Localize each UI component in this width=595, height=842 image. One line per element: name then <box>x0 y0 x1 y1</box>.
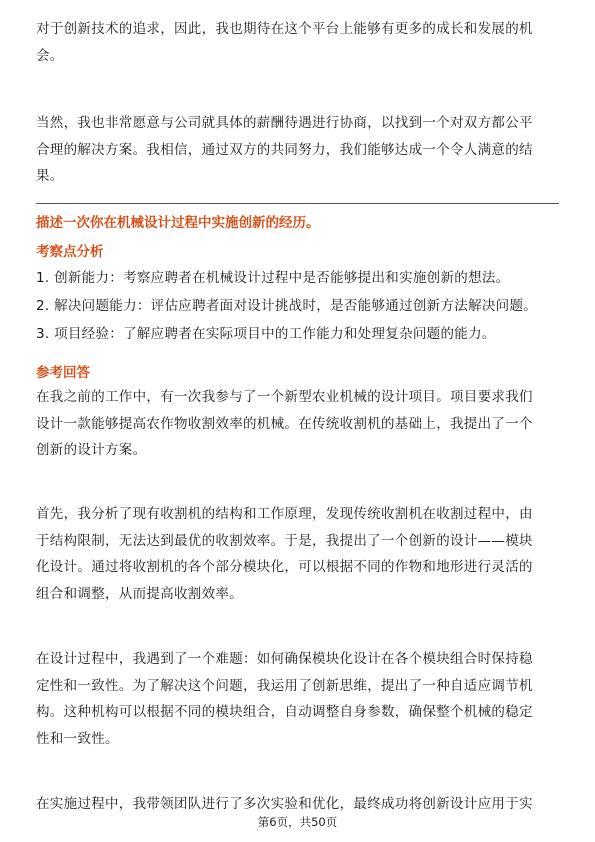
section-divider <box>36 203 559 204</box>
question-title: 描述一次你在机械设计过程中实施创新的经历。 <box>36 215 320 231</box>
answer-paragraph-4: 在实施过程中，我带领团队进行了多次实验和优化，最终成功将创新设计应用于实 <box>36 796 533 812</box>
answer-paragraph-2: 首先，我分析了现有收割机的结构和工作原理，发现传统收割机在收割过程中，由 于结构限制，无法达到最优的收割效率。于是，我提出了一个创新的设计——模块 化设计。通过将收割机的各个部分模块化，可以根据不同的作物和地形进行灵活的 组合和调整，从而提高收割效率。 <box>36 506 533 602</box>
intro-paragraph-2: 当然，我也非常愿意与公司就具体的薪酬待遇进行协商，以找到一个对双方都公平 合理的解决方案。我相信，通过双方的共同努力，我们能够达成一个令人满意的结 果。 <box>36 115 533 184</box>
answer-paragraph-1: 在我之前的工作中，有一次我参与了一个新型农业机械的设计项目。项目要求我们 设计一款能够提高农作物收割效率的机械。在传统收割机的基础上，我提出了一个 创新的设计方案。 <box>36 389 533 458</box>
analysis-item-2: 2. 解决问题能力：评估应聘者面对设计挑战时，是否能够通过创新方法解决问题。 <box>36 298 538 314</box>
intro-paragraph-1: 对于创新技术的追求，因此，我也期待在这个平台上能够有更多的成长和发展的机 会。 <box>36 21 533 64</box>
page-number: 第6页，共50页 <box>257 815 338 829</box>
analysis-heading: 考察点分析 <box>36 244 104 260</box>
analysis-item-3: 3. 项目经验：了解应聘者在实际项目中的工作能力和处理复杂问题的能力。 <box>36 326 496 342</box>
analysis-item-1: 1. 创新能力：考察应聘者在机械设计过程中是否能够提出和实施创新的想法。 <box>36 270 510 286</box>
answer-heading: 参考回答 <box>36 365 90 381</box>
answer-paragraph-3: 在设计过程中，我遇到了一个难题：如何确保模块化设计在各个模块组合时保持稳 定性和一致性。为了解决这个问题，我运用了创新思维，提出了一种自适应调节机 构。这种机构可以根据不同的模块组合，自动调整自身参数，确保整个机械的稳定 性和一致性。 <box>36 651 533 747</box>
